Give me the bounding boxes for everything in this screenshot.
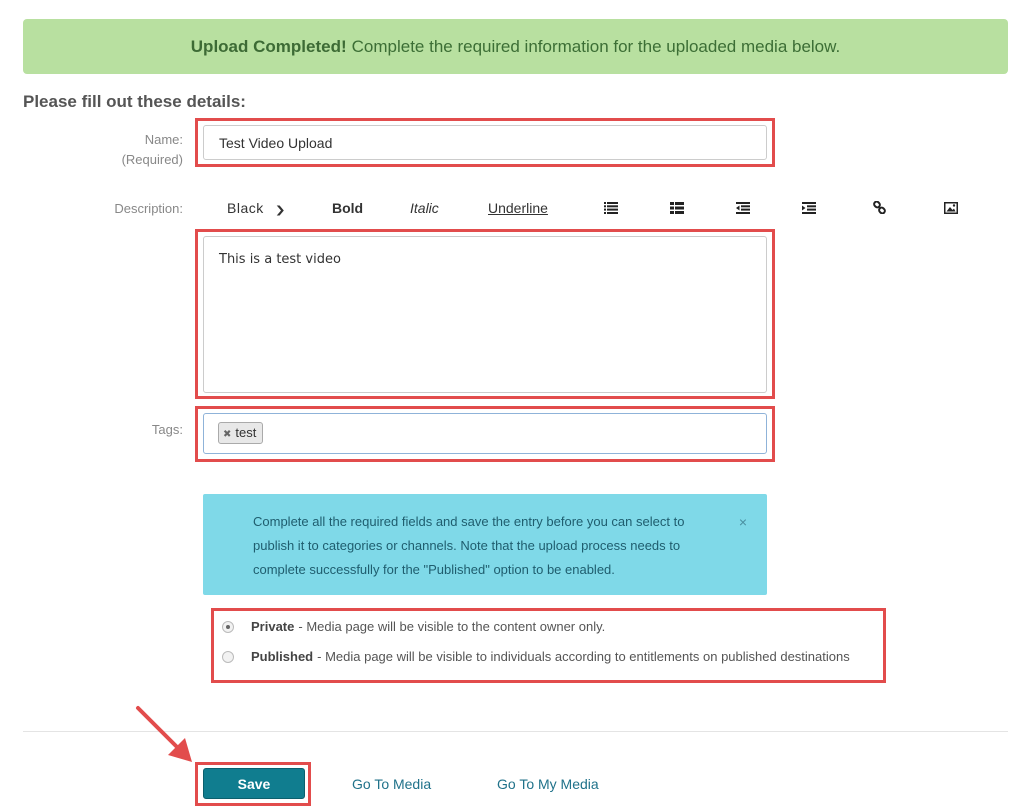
tag-chip (218, 422, 263, 444)
banner-title: Upload Completed! (190, 36, 347, 56)
upload-complete-banner (23, 19, 1008, 74)
save-button[interactable]: Save (203, 768, 305, 799)
list-bullet-icon[interactable] (670, 202, 684, 214)
go-to-my-media-link[interactable]: Go To My Media (497, 776, 599, 792)
editor-toolbar (218, 198, 978, 220)
private-description: - Media page will be visible to the content owner only. (298, 619, 606, 634)
info-text: Complete all the required fields and save the entry before you can select to publish it to categories or channels. Note that the upload process needs to complete successfully for the "Published" option to be enabled. (253, 514, 685, 577)
font-color-select[interactable] (227, 198, 284, 221)
private-label: Private (251, 619, 295, 634)
chevron-down-icon: ❯ (274, 205, 286, 216)
private-radio[interactable] (222, 621, 234, 633)
info-alert (203, 494, 767, 595)
outdent-icon[interactable] (736, 202, 750, 214)
published-radio[interactable] (222, 651, 234, 663)
banner-message: Complete the required information for the uploaded media below. (351, 36, 841, 56)
name-label: Name: (144, 132, 183, 147)
name-required-label: (Required) (121, 152, 183, 167)
tags-label: Tags: (151, 422, 183, 437)
font-color-value: Black (227, 200, 264, 216)
private-option[interactable] (222, 619, 605, 634)
description-label: Description: (114, 201, 183, 216)
image-icon[interactable] (944, 202, 958, 214)
published-option[interactable] (222, 649, 850, 664)
pointer-arrow-icon (130, 700, 200, 770)
italic-button[interactable]: Italic (410, 200, 439, 216)
tags-input[interactable] (203, 413, 767, 454)
name-input[interactable]: Test Video Upload (203, 125, 767, 160)
form-heading: Please fill out these details: (23, 92, 246, 111)
bold-button[interactable]: Bold (332, 200, 364, 216)
published-label: Published (251, 649, 314, 664)
list-icon[interactable] (604, 202, 618, 214)
tag-label: test (235, 425, 257, 440)
description-editor[interactable]: This is a test video (203, 236, 767, 393)
name-label-group (63, 130, 183, 170)
indent-icon[interactable] (802, 202, 816, 214)
published-description: - Media page will be visible to individuals according to entitlements on published destinations (317, 649, 850, 664)
remove-tag-icon[interactable]: ✖ (223, 429, 232, 440)
go-to-media-link[interactable]: Go To Media (352, 776, 432, 792)
link-icon[interactable] (873, 201, 886, 214)
underline-button[interactable]: Underline (488, 200, 548, 216)
close-icon[interactable]: × (738, 514, 747, 530)
